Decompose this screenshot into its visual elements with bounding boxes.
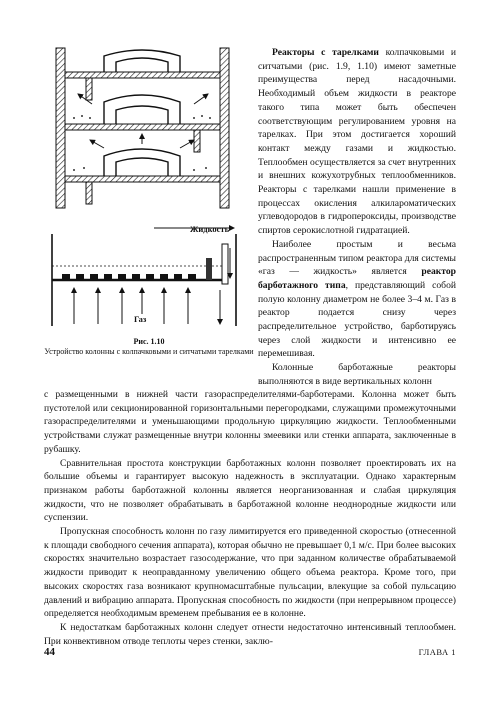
paragraph-1 (258, 46, 456, 238)
term-bubble-reactor: реактор барботажного типа (258, 266, 456, 291)
term-tray-reactors: Реакторы с тарелками (272, 47, 379, 58)
page-number: 44 (44, 646, 55, 658)
chapter-label: ГЛАВА 1 (418, 647, 456, 657)
bubble-cap-column-figure (44, 44, 244, 210)
right-column-text (258, 46, 456, 389)
liquid-label: Жидкость (190, 224, 230, 234)
figure-caption (44, 337, 254, 357)
paragraph-4: Сравнительная простота конструкции барботажных колонн позволяет проектировать их на большие объемы и гарантирует высокую надежность в эксплуатации. Однако характерным признаком работы барботажной колонны является неорганизованная и слабая циркуляция жидкости, что не позволяет обрабатывать в барботажной колонне неоднородные жидкости или суспензии. (44, 457, 456, 524)
paragraph-2-rest: , представляющий собой полую колонну диаметром не более 3–4 м. Газ в реактор подается снизу через распределительное устройство, барботируясь через слой жидкости и интенсивно ее перемешивая. (258, 279, 456, 360)
paragraph-2 (258, 238, 456, 361)
gas-label: Газ (134, 314, 147, 324)
figure-number: Рис. 1.10 (133, 337, 165, 346)
paragraph-5: Пропускная способность колонн по газу лимитируется его приведенной скоростью (отнесенной к площади свободного сечения аппарата), которая обычно не превышает 0,1 м/с. При более высоких скоростях значительно возрастает газосодержание, что при заданном количестве обрабатываемой жидкости приводит к неоправданному увеличению общего объема реактора. Кроме того, при высоких скоростях газа возникают крупномасштабные пульсации, влекущие за собой пульсацию давлений и вибрацию аппарата. Пропускная способность по жидкости (при непрерывном процессе) определяется необходимым временем пребывания ее в колонне. (44, 526, 456, 620)
sieve-tray-figure (44, 218, 244, 336)
figure-caption-text: Устройство колонны с колпачковыми и ситчатыми тарелками (44, 347, 254, 356)
full-width-text (44, 388, 456, 648)
paragraph-6: К недостаткам барботажных колонн следует отнести недостаточно интенсивный теплообмен. При конвективном отводе теплоты через стенки, заклю- (44, 621, 456, 647)
paragraph-2-start: Наиболее простым и весьма распространенным типом реактора для системы «газ — жидкость» является (258, 238, 456, 278)
paragraph-3-start: Колонные барботажные реакторы выполняются в виде вертикальных колонн (258, 362, 456, 387)
paragraph-3-continuation: с размещенными в нижней части газораспределителями-барботерами. Колонна может быть пустотелой или секционированной горизонтальными перегородками, служащими промежуточными газораспределителями и уменьшающими продольную циркуляцию жидкости. Теплообменными устройствами служат размещенные внутри колонны змеевики или стенки аппарата, заключенные в рубашку. (44, 389, 456, 455)
paragraph-1-text: колпачковыми и ситчатыми (рис. 1.9, 1.10) имеют заметные преимущества перед насадочными. Необходимый объем жидкости в реакторе такого типа может быть обеспечен соответствующим регулированием уровня на тарелках. При этом достигается хороший контакт между газами и жидкостью. Теплообмен осуществляется за счет внутренних и внешних кожухотрубных теплообменников. Реакторы с тарелками нашли применение в процессах окисления алкилароматических углеводородов в гидропероксиды, производстве спиртов серокислотной гидратацией. (258, 47, 456, 237)
